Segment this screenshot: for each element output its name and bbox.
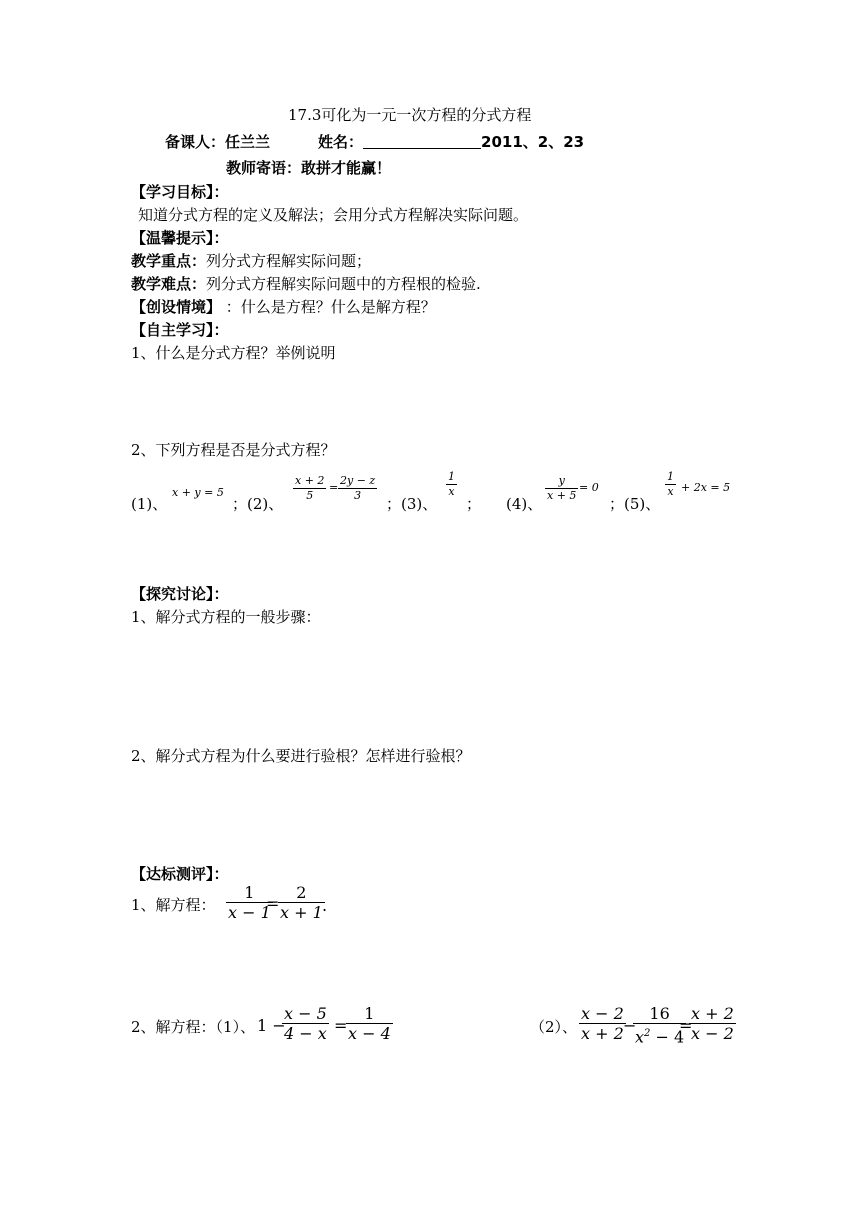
eq-label-2: ；(2)、	[232, 495, 284, 513]
q2b-third-denominator: x − 2	[691, 1024, 734, 1043]
q2b-label: （2）、	[530, 1018, 578, 1036]
eq5-numerator: 1	[667, 470, 674, 483]
difficult-text: 列分式方程解实际问题中的方程根的检验.	[206, 275, 481, 293]
self-study-q2: 2、下列方程是否是分式方程？	[131, 441, 336, 459]
objectives-text: 知道分式方程的定义及解法；会用分式方程解决实际问题。	[138, 206, 529, 224]
q2a-right-denominator: x − 4	[348, 1024, 391, 1043]
preparer: 备课人：任兰兰	[165, 133, 271, 151]
date: 2011、2、23	[481, 133, 585, 151]
eq3-fraction	[446, 470, 457, 499]
eq4-numerator: y	[558, 474, 565, 487]
eq3-denominator: x	[448, 485, 455, 498]
eq4-rhs: = 0	[579, 481, 599, 494]
assessment-q1-label: 1、解方程：	[131, 896, 216, 914]
assessment-heading: 【达标测评】：	[131, 865, 229, 883]
q2b-second-numerator: 16	[649, 1004, 670, 1023]
q2b-first-denominator: x + 2	[581, 1024, 624, 1043]
q1-right-fraction	[278, 883, 328, 922]
q2b-minus: −	[623, 1016, 637, 1035]
q1-left-denominator: x − 1	[228, 903, 271, 922]
q2b-third-numerator: x + 2	[691, 1004, 734, 1023]
name-label: 姓名：	[318, 133, 364, 151]
q2b-first-fraction	[579, 1004, 626, 1043]
q2a-left-fraction	[282, 1004, 329, 1043]
q2a-equals: =	[334, 1016, 348, 1035]
q2b-equals: =	[679, 1016, 693, 1035]
page-title: 17.3可化为一元一次方程的分式方程	[288, 106, 532, 124]
eq2-left-fraction	[293, 474, 326, 503]
q2b-den-base: x	[635, 1027, 645, 1047]
q1-period: .	[322, 896, 328, 915]
inquiry-q2: 2、解分式方程为什么要进行验根？怎样进行验根？	[131, 747, 471, 765]
eq-label-3: ；(3)、	[386, 495, 438, 513]
eq2-right-denominator: 3	[354, 489, 362, 502]
q2b-den-exponent: 2	[644, 1028, 651, 1039]
q2a-right-numerator: 1	[364, 1004, 375, 1023]
inquiry-q1: 1、解分式方程的一般步骤：	[131, 608, 321, 626]
eq4-fraction	[545, 474, 578, 503]
key-text: 列分式方程解实际问题；	[206, 252, 372, 270]
q2b-den-tail: − 4	[650, 1027, 685, 1047]
scenario-text: ：什么是方程？什么是解方程？	[225, 298, 436, 316]
self-study-heading: 【自主学习】：	[131, 321, 229, 339]
key-label: 教学重点：	[131, 252, 207, 270]
scenario-line	[131, 297, 436, 317]
eq-label-3-end: ；	[466, 495, 482, 513]
eq5-denominator: x	[667, 485, 674, 498]
q1-left-numerator: 1	[244, 883, 255, 902]
eq3-numerator: 1	[448, 470, 455, 483]
eq-label-1: (1)、	[131, 495, 168, 513]
self-study-q1: 1、什么是分式方程？举例说明	[131, 344, 336, 362]
eq-label-4: (4)、	[506, 495, 543, 513]
q2a-lead: 1 −	[257, 1016, 286, 1035]
q2a-right-fraction	[346, 1004, 393, 1043]
eq4-denominator: x + 5	[547, 489, 577, 502]
difficult-label: 教学难点：	[131, 275, 207, 293]
eq2-left-numerator: x + 2	[295, 474, 325, 487]
eq5-rhs: + 2x = 5	[681, 481, 731, 494]
eq1: x + y = 5	[172, 486, 224, 499]
scenario-heading: 【创设情境】	[131, 298, 222, 316]
name-blank	[363, 134, 481, 149]
teacher-motto: 教师寄语：敢拼才能赢！	[226, 159, 392, 177]
q1-equals: =	[266, 894, 280, 913]
eq2-left-denominator: 5	[306, 489, 314, 502]
tips-heading: 【温馨提示】：	[131, 229, 229, 247]
name-line	[318, 132, 584, 152]
q1-right-denominator: x + 1	[280, 903, 323, 922]
inquiry-heading: 【探究讨论】：	[131, 585, 229, 603]
key-point	[131, 251, 371, 271]
difficult-point	[131, 274, 481, 294]
assessment-q2-label: 2、解方程：（1）、	[131, 1018, 256, 1036]
q2a-left-numerator: x − 5	[284, 1004, 327, 1023]
eq2-right-numerator: 2y − z	[340, 474, 376, 487]
eq2-right-fraction	[338, 474, 377, 503]
eq-label-5: ；(5)、	[609, 495, 661, 513]
q1-right-numerator: 2	[296, 883, 307, 902]
q2b-third-fraction	[689, 1004, 736, 1043]
eq2-equals: =	[329, 481, 339, 494]
objectives-heading: 【学习目标】：	[131, 183, 229, 201]
eq5-fraction	[665, 470, 676, 499]
q2a-left-denominator: 4 − x	[284, 1024, 327, 1043]
q2b-first-numerator: x − 2	[581, 1004, 624, 1023]
